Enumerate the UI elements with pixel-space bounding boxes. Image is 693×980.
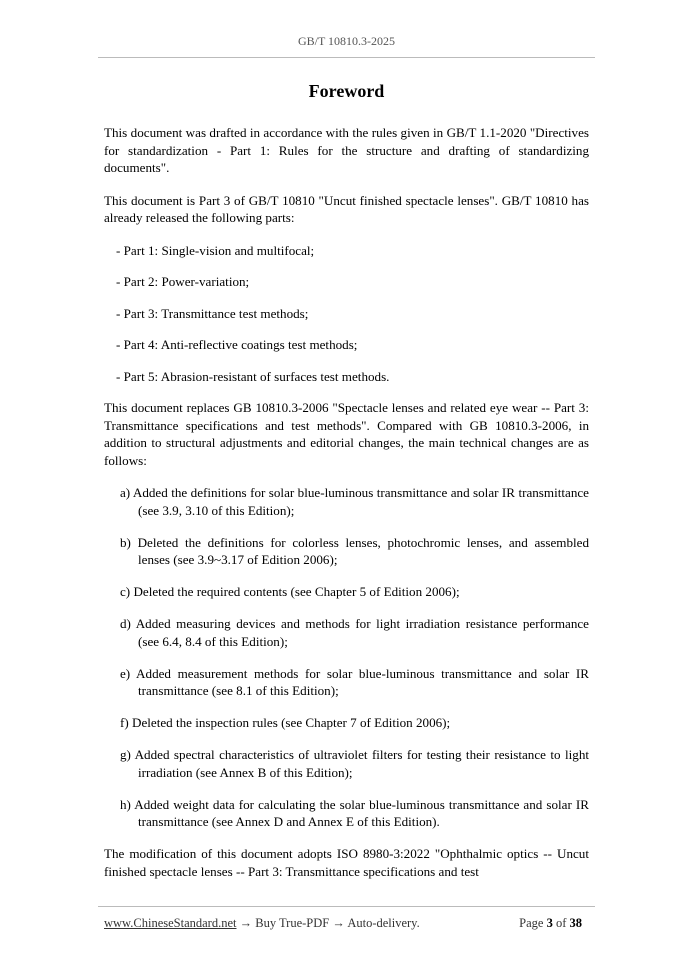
header-doc-id: GB/T 10810.3-2025: [297, 34, 396, 48]
list-item: e) Added measurement methods for solar blue-luminous transmittance and solar IR transmittance (see 8.1 of this Edition);: [120, 665, 589, 698]
document-body: [104, 124, 589, 895]
page-total: 38: [569, 916, 582, 930]
list-item: - Part 1: Single-vision and multifocal;: [116, 242, 315, 258]
list-item: b) Deleted the definitions for colorless lenses, photochromic lenses, and assembled lenses (see 3.9~3.17 of Edition 2006);: [120, 534, 589, 567]
page-current: 3: [546, 916, 553, 930]
header-divider: [98, 57, 595, 58]
buy-true-pdf-link[interactable]: Buy True-PDF: [255, 916, 330, 930]
list-item: h) Added weight data for calculating the solar blue-luminous transmittance and solar IR transmittance (see Annex D and Annex E of this Edition).: [120, 796, 589, 829]
list-item: f) Deleted the inspection rules (see Chapter 7 of Edition 2006);: [120, 715, 451, 730]
site-link[interactable]: www.ChineseStandard.net: [104, 916, 237, 930]
parts-list: [104, 242, 589, 386]
arrow-right-icon: →: [332, 916, 345, 930]
page-label: Page: [519, 916, 544, 930]
list-item: c) Deleted the required contents (see Chapter 5 of Edition 2006);: [120, 584, 460, 599]
footer-links: [104, 916, 420, 931]
of-label: of: [555, 916, 567, 930]
list-item: - Part 4: Anti-reflective coatings test methods;: [116, 337, 358, 352]
list-item: g) Added spectral characteristics of ultraviolet filters for testing their resistance to light irradiation (see Annex B of this Edition);: [120, 747, 589, 780]
list-item: a) Added the definitions for solar blue-luminous transmittance and solar IR transmittance (see 3.9, 3.10 of this Edition);: [120, 485, 589, 518]
page-indicator: [519, 916, 582, 931]
changes-list: [104, 484, 589, 831]
auto-delivery-text: Auto-delivery.: [347, 916, 420, 930]
paragraph-modification: The modification of this document adopts ISO 8980-3:2022 "Ophthalmic optics -- Uncut finished spectacle lenses -- Part 3: Transmittance specifications and test: [104, 846, 589, 879]
list-item: - Part 2: Power-variation;: [116, 274, 250, 289]
footer-divider: [98, 906, 595, 907]
arrow-right-icon: →: [239, 916, 253, 930]
list-item: - Part 5: Abrasion-resistant of surfaces test methods.: [116, 368, 390, 384]
paragraph-drafting-rules: This document was drafted in accordance with the rules given in GB/T 1.1-2020 "Directives for standardization - Part 1: Rules for the structure and drafting of standardizing documents".: [104, 125, 589, 175]
list-item: - Part 3: Transmittance test methods;: [116, 305, 309, 321]
paragraph-replaces: This document replaces GB 10810.3-2006 "Spectacle lenses and related eye wear -- Part 3: Transmittance specifications and test methods". Compared with GB 10810.3-2006, in addition to structural adjustments and editorial changes, the main technical changes are as follows:: [104, 400, 589, 468]
list-item: d) Added measuring devices and methods for light irradiation resistance performance (see 6.4, 8.4 of this Edition);: [120, 616, 589, 649]
paragraph-part-intro: This document is Part 3 of GB/T 10810 "Uncut finished spectacle lenses". GB/T 10810 has already released the following parts:: [104, 192, 589, 225]
page-title: Foreword: [308, 81, 385, 101]
